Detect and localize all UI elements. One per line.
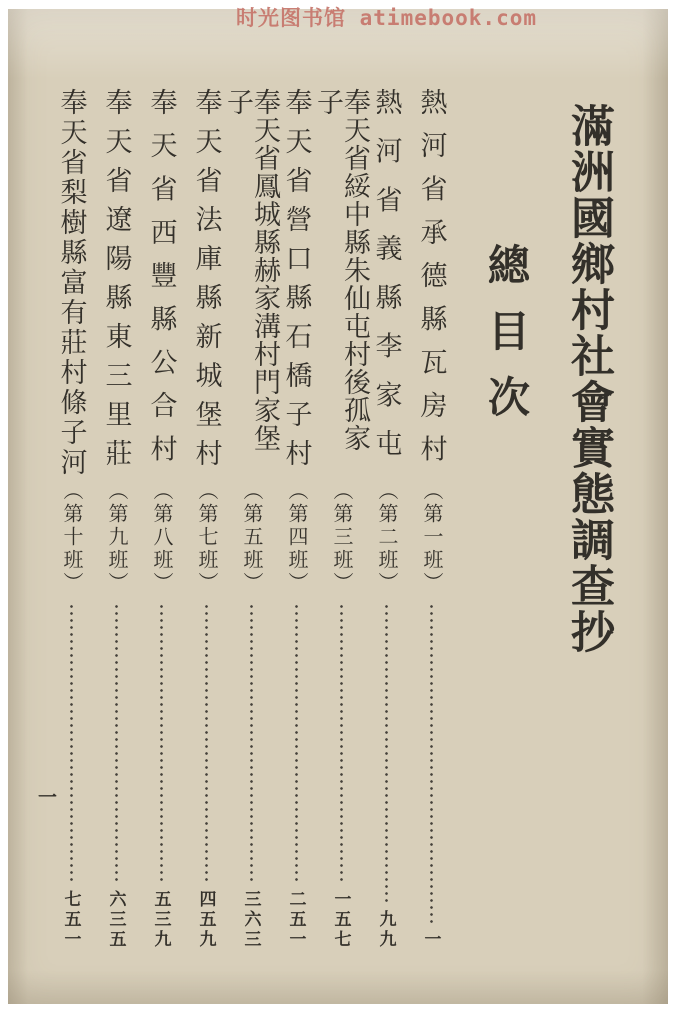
toc-entry [223, 88, 280, 950]
entry-group-label: ︵第七班︶ [195, 480, 217, 595]
toc-entry [97, 88, 135, 950]
entry-page-number: 一 [421, 930, 441, 950]
entry-page-number: 二五一 [286, 890, 306, 950]
library-watermark: 时光图书馆 atimebook.com [236, 6, 538, 30]
dotted-leader [340, 603, 343, 884]
dotted-leader [430, 603, 433, 924]
section-heading: 總目次 [482, 243, 528, 441]
dotted-leader [160, 603, 163, 884]
entry-title: 奉天省西豐縣公合村 [146, 88, 177, 478]
entry-page-number: 九九 [376, 910, 396, 950]
toc-entry [277, 88, 315, 950]
entry-title: 熱河省承德縣瓦房村 [416, 88, 447, 478]
dotted-leader [385, 603, 388, 904]
entry-title: 奉天省營口縣石橋子村 [281, 88, 312, 478]
entry-page-number: 七五一 [61, 890, 81, 950]
entry-title: 奉天省鳳城縣赫家溝村門家堡子 [223, 88, 280, 452]
entry-group-label: ︵第八班︶ [150, 480, 172, 595]
entry-page-number: 四五九 [196, 890, 216, 950]
entry-group-label: ︵第五班︶ [240, 480, 262, 595]
dotted-leader [205, 603, 208, 884]
book-title: 滿洲國鄉村社會實態調查抄 [564, 103, 613, 655]
dotted-leader [250, 603, 253, 884]
toc-entry [187, 88, 225, 950]
entry-group-label: ︵第四班︶ [285, 480, 307, 595]
toc-entry [367, 88, 405, 950]
toc-entry [313, 88, 370, 950]
toc-entry [142, 88, 180, 950]
entry-group-label: ︵第十班︶ [60, 480, 82, 595]
dotted-leader [295, 603, 298, 884]
entry-page-number: 五三九 [151, 890, 171, 950]
entry-group-label: ︵第九班︶ [105, 480, 127, 595]
entry-title: 奉天省法庫縣新城堡村 [191, 88, 222, 478]
entry-title: 奉天省梨樹縣富有莊村條子河 [56, 88, 87, 478]
entry-page-number: 六三五 [106, 890, 126, 950]
dotted-leader [70, 603, 73, 884]
toc-entry [412, 88, 450, 950]
entry-title: 熱河省義縣李家屯 [371, 88, 402, 478]
toc-entry [52, 88, 90, 950]
entry-page-number: 一五七 [331, 890, 351, 950]
entry-title: 奉天省遼陽縣東三里莊 [101, 88, 132, 478]
entry-page-number: 三六三 [241, 890, 261, 950]
entry-group-label: ︵第二班︶ [375, 480, 397, 595]
folio-number: 一 [35, 787, 56, 806]
entry-title: 奉天省綏中縣朱仙屯村後孤家子 [313, 88, 370, 452]
entry-group-label: ︵第三班︶ [330, 480, 352, 595]
dotted-leader [115, 603, 118, 884]
entry-group-label: ︵第一班︶ [420, 480, 442, 595]
